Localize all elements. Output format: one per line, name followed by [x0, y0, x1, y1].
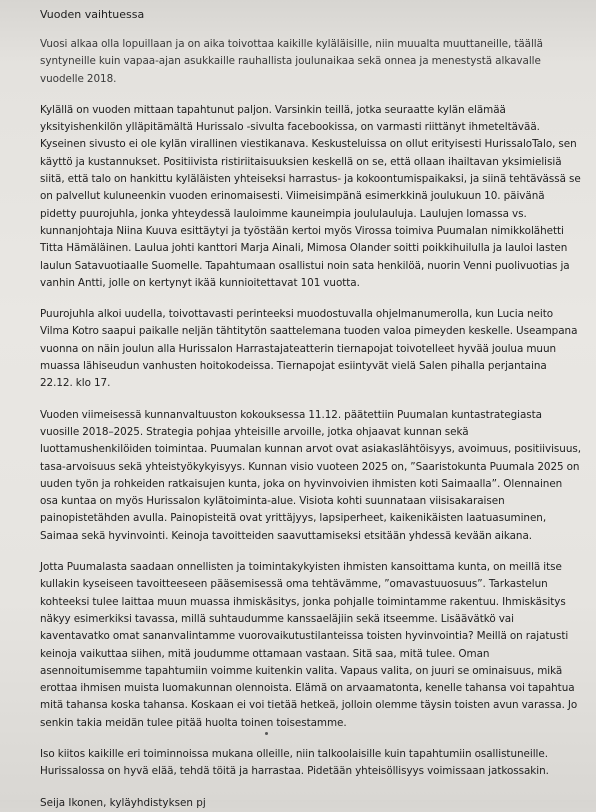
document-title: Vuoden vaihtuessa [40, 8, 145, 21]
paragraph-village-news: Kylällä on vuoden mittaan tapahtunut paljon. Varsinkin teillä, jotka seuraatte kylän elämää yksityishenkilön ylläpitämältä Hurissalo -sivulta facebookissa, on varmasti riittänyt ihmeteltävää. Kyseinen sivusto ei ole kylän virallinen viestikanava. Keskusteluissa on ollut erityisesti HurissaloTalo, sen käyttö ja kustannukset. Positiivista ristiriitaisuuksien keskellä on se, että ollaan ihailtavan yksimielisiä siitä, että talo on hankittu kyläläisten yhteiseksi harrastus- ja kokoontumispaikaksi, ja siinä tehtävässä se on palvellut kuluneenkin vuoden erinomaisesti. Viimeisimpänä esimerkkinä joulukuun 10. päivänä pidetty puurojuhla, jonka yhteydessä lauloimme kauneimpia joululauluja. Laulujen lomassa vs. kunnanjohtaja Niina Kuuva esittäytyi ja työstään kertoi myös Virossa toimiva Puumalan nimikkolähetti Titta Hämäläinen. Laulua johti kanttori Marja Ainali, Mimosa Olander soitti poikkihuilulla ja lauloi lasten laulun Satavuotiaalle Suomelle. Tapahtumaan osallistui noin sata henkilöä, nuorin Venni puolivuotias ja vanhin Antti, jolle on kertynyt ikää kunnioitettavat 101 vuotta. [40, 103, 581, 289]
paragraph-wellbeing: Jotta Puumalasta saadaan onnellisten ja toimintakykyisten ihmisten kansoittama kunta, on meillä itse kullakin kyseiseen tavoitteeseen pääsemisessä oma tehtävämme, ”omavastuuosuus”. Tarkastelun kohteeksi tulee laittaa muun muassa ihmiskäsitys, jonka pohjalle toimintamme rakentuu. Ihmiskäsitys näkyy esimerkiksi tavassa, millä suhtaudumme kanssaeläjiin sekä itseemme. Lisäävätkö vai kaventavatko omat sananvalintamme vuorovaikutustilanteissa toisten hyvinvointia? Meillä on rajatusti keinoja vaikuttaa siihen, mitä joudumme ottamaan vastaan. Sitä saa, mitä tulee. Oman asennoitumisemme tapahtumiin voimme kuitenkin valita. Vapaus valita, on juuri se ominaisuus, mikä erottaa ihmisen muista luomakunnan olennoista. Elämä on arvaamatonta, kenelle tahansa voi tapahtua mitä tahansa koska tahansa. Koskaan ei voi tietää hetkeä, jolloin olemme täysin toisten avun varassa. Jo senkin takia meidän tulee pitää huolta toinen toisestamme. [40, 561, 578, 729]
paper-speck [265, 732, 268, 735]
paragraph-porridge-party: Puurojuhla alkoi uudella, toivottavasti perinteeksi muodostuvalla ohjelmanumerolla, kun Lucia neito Vilma Kotro saapui paikalle neljän tähtitytön saattelemana tuoden valoa pimeyden keskelle. Useampana vuonna on näin joulun alla Hurissalon Harrastajateatterin tiernapojat toivotelleet hyvää joulua muun muassa lähiseudun vanhusten hoitokodeissa. Tiernapojat esiintyvät vielä Salen pihalla perjantaina 22.12. klo 17. [40, 308, 578, 390]
paragraph-greeting: Vuosi alkaa olla lopuillaan ja on aika toivottaa kaikille kyläläisille, niin muualta muuttaneille, täällä syntyneille kuin vapaa-ajan asukkaille rauhallista joulunaikaa sekä onnea ja menestystä alkavalle vuodelle 2018. [40, 38, 543, 85]
signature: Seija Ikonen, kyläyhdistyksen pj [40, 796, 206, 809]
paragraph-thanks: Iso kiitos kaikille eri toiminnoissa mukana olleille, niin talkoolaisille kuin tapahtumiin osallistuneille. Hurissalossa on hyvä elää, tehdä töitä ja harrastaa. Pidetään yhteisöllisyys voimissaan jatkossakin. [40, 747, 549, 778]
paragraph-municipal-strategy: Vuoden viimeisessä kunnanvaltuuston kokouksessa 11.12. päätettiin Puumalan kuntastrategiasta vuosille 2018–2025. Strategia pohjaa yhteisille arvoille, jotka ohjaavat kunnan sekä luottamushenkilöiden toimintaa. Puumalan kunnan arvot ovat asiakaslähtöisyys, avoimuus, positiivisuus, tasa-arvoisuus sekä yhteistyökykyisyys. Kunnan visio vuoteen 2025 on, ”Saaristokunta Puumala 2025 on uuden työn ja rohkeiden ratkaisujen kunta, joka on hyvinvoivien ihmisten koti Saimaalla”. Olennainen osa kuntaa on myös Hurissalon kylätoiminta-alue. Visiota kohti suunnataan viisisakaraisen painopistetähden avulla. Painopisteitä ovat yrittäjyys, lapsiperheet, kaikenikäisten laatuasuminen, Saimaa sekä hyvinvointi. Keinoja tavoitteiden saavuttamiseksi etsitään yhdessä kevään aikana. [40, 408, 581, 542]
